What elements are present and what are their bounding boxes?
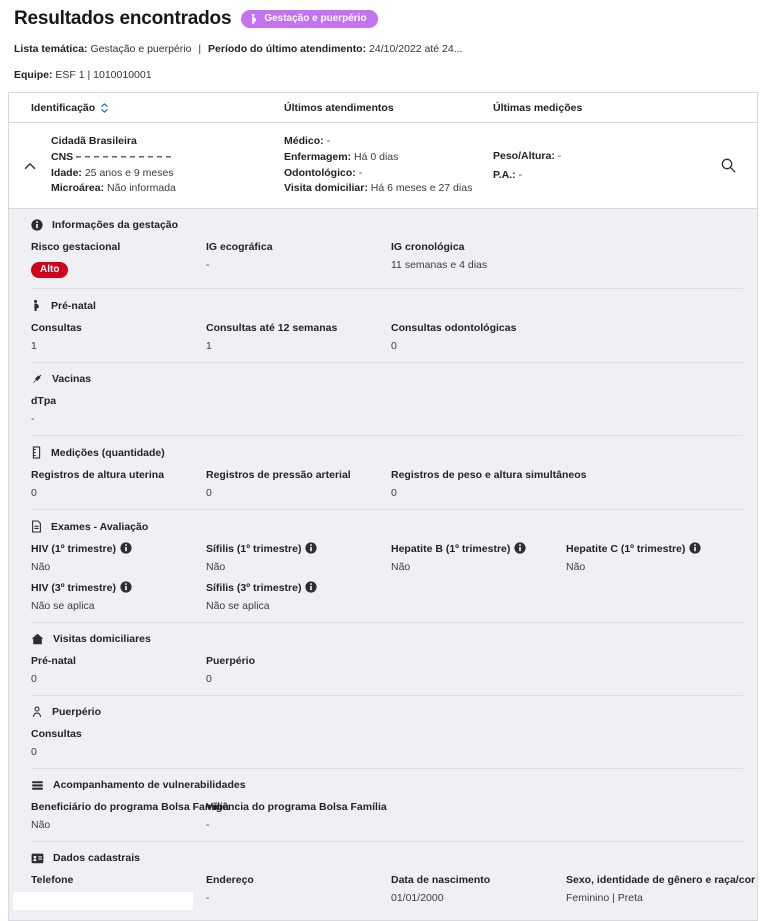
field-label-text: IG cronológica	[391, 241, 465, 253]
field-label	[31, 801, 229, 813]
field-value: -	[206, 819, 210, 831]
filter-value: Gestação e puerpério	[90, 43, 192, 55]
team-value: ESF 1 | 1010010001	[55, 69, 152, 81]
team-label: Equipe:	[14, 69, 53, 81]
field	[31, 322, 206, 352]
field-label-text: Registros de pressão arterial	[206, 469, 351, 481]
field-label	[31, 543, 206, 555]
field-label	[31, 874, 206, 886]
field	[31, 469, 206, 499]
field-label	[206, 874, 391, 886]
field-label-text: HIV (1º trimestre)	[31, 543, 116, 555]
line-value: -	[326, 135, 331, 147]
section-header	[31, 633, 745, 645]
field-label-text: Consultas	[31, 728, 82, 740]
section-title-label: Acompanhamento de vulnerabilidades	[53, 779, 246, 791]
microarea-label: Microárea:	[51, 182, 105, 195]
label-value-line	[284, 166, 493, 182]
section-header	[31, 446, 745, 459]
document-icon	[31, 520, 42, 533]
section-title-label: Exames - Avaliação	[51, 520, 149, 533]
section-header	[31, 706, 745, 718]
field	[206, 322, 391, 352]
fields-row	[31, 655, 745, 685]
section-title-label: Visitas domiciliares	[53, 633, 151, 645]
field-label	[391, 469, 587, 481]
field-value: Não	[31, 819, 51, 831]
field-value: 0	[391, 340, 397, 352]
section-vulnerabilidades	[9, 769, 757, 841]
chevron-up-icon	[24, 162, 36, 170]
section-header	[31, 852, 745, 864]
microarea-value: Não informada	[107, 182, 176, 195]
fields-row	[31, 543, 745, 573]
search-icon	[720, 157, 737, 174]
field-label	[206, 241, 391, 253]
field-value: Não	[206, 561, 226, 573]
field-label	[391, 322, 566, 334]
field-label-text: Pré-natal	[31, 655, 76, 667]
section-title-label: Pré-natal	[51, 299, 96, 312]
field	[31, 395, 206, 425]
field-label-text: Telefone	[31, 874, 74, 886]
section-medicoes-quantidade	[9, 436, 757, 509]
field	[206, 655, 391, 685]
section-title-label: Dados cadastrais	[53, 852, 140, 864]
field	[206, 241, 391, 278]
info-icon[interactable]	[120, 581, 132, 593]
expanded-details	[9, 209, 757, 920]
collapse-row-button[interactable]	[9, 134, 51, 197]
line-label: Médico:	[284, 135, 327, 147]
line-value: Há 0 dias	[354, 150, 399, 163]
ruler-icon	[31, 446, 42, 459]
field-label	[206, 543, 391, 555]
field-value: 0	[31, 746, 37, 758]
thematic-list-badge-label: Gestação e puerpério	[264, 13, 367, 25]
field-label	[391, 874, 566, 886]
fields-row	[31, 874, 756, 910]
info-icon[interactable]	[305, 581, 317, 593]
field	[391, 543, 566, 573]
field-label-text: dTpa	[31, 395, 57, 407]
field	[31, 874, 206, 910]
fields-row	[31, 801, 745, 831]
field-label-text: Beneficiário do programa Bolsa Família	[31, 801, 229, 813]
field	[566, 874, 755, 910]
section-exames-avaliacao	[9, 510, 757, 622]
field-label-text: Consultas odontológicas	[391, 322, 517, 334]
info-icon[interactable]	[120, 542, 132, 554]
field	[31, 655, 206, 685]
field	[391, 469, 587, 499]
line-value: -	[518, 169, 522, 181]
idade-label: Idade:	[51, 166, 82, 179]
filter-label: Lista temática:	[14, 43, 88, 55]
cns-redacted-value	[76, 153, 172, 161]
results-card	[8, 92, 758, 921]
field-label	[566, 874, 755, 886]
label-value-line	[284, 181, 493, 197]
section-header	[31, 219, 745, 231]
column-ultimas-medicoes	[493, 102, 745, 114]
field-label	[31, 241, 206, 253]
field-value: 0	[31, 673, 37, 685]
field-label-text: Puerpério	[206, 655, 256, 667]
redacted-value	[13, 892, 193, 910]
pregnant-icon	[31, 299, 42, 312]
syringe-icon	[31, 373, 43, 385]
field-value: Não se aplica	[206, 600, 270, 612]
field	[31, 241, 206, 278]
line-label: Peso/Altura:	[493, 150, 558, 162]
field-label-text: Hepatite C (1º trimestre)	[566, 543, 686, 555]
field-label-text: Consultas	[31, 322, 82, 334]
coins-icon	[31, 780, 44, 791]
field	[31, 543, 206, 573]
label-value-line	[493, 169, 693, 181]
team-summary	[14, 69, 752, 81]
view-citizen-button[interactable]	[693, 134, 745, 197]
column-label: Identificação	[31, 102, 96, 114]
field-label-text: Registros de altura uterina	[31, 469, 165, 481]
field-label-text: Registros de peso e altura simultâneos	[391, 469, 587, 481]
section-dados-cadastrais	[9, 842, 757, 920]
line-label: Odontológico:	[284, 166, 359, 179]
field-value: Feminino | Preta	[566, 892, 643, 904]
section-visitas-domiciliares	[9, 623, 757, 695]
field-label	[566, 543, 745, 555]
section-header	[31, 520, 745, 533]
line-value: -	[358, 166, 363, 179]
field	[31, 728, 206, 758]
column-ultimos-atendimentos	[284, 102, 493, 114]
field-value: -	[206, 892, 210, 904]
info-icon[interactable]	[514, 542, 526, 554]
field-value: Não	[31, 561, 51, 573]
medicoes-cell	[493, 134, 693, 197]
field	[206, 469, 391, 499]
field-label	[206, 655, 391, 667]
fields-row	[31, 395, 745, 425]
column-label: Últimos atendimentos	[284, 102, 394, 114]
field-value: 0	[206, 673, 212, 685]
field	[31, 582, 206, 612]
field-label-text: Vigência do programa Bolsa Família	[206, 801, 387, 813]
field-label	[206, 322, 391, 334]
table-row	[9, 123, 757, 209]
field-value: 1	[31, 340, 37, 352]
field	[206, 582, 391, 612]
label-value-line	[284, 134, 493, 150]
citizen-name: Cidadã Brasileira	[51, 135, 137, 147]
house-icon	[31, 633, 44, 645]
field-value: 1	[206, 340, 212, 352]
field	[206, 874, 391, 910]
pregnant-icon	[249, 13, 259, 25]
column-label: Últimas medições	[493, 102, 583, 114]
section-puerperio	[9, 696, 757, 768]
field-label	[31, 582, 206, 594]
field-value: -	[31, 413, 35, 425]
filter-value: 24/10/2022 até 24...	[369, 43, 463, 55]
section-title-label: Puerpério	[52, 706, 102, 718]
atendimentos-cell	[284, 134, 493, 197]
field	[391, 322, 566, 352]
field-value: Não se aplica	[31, 600, 95, 612]
section-informacoes-gestacao	[9, 209, 757, 288]
field-value: 0	[391, 487, 397, 499]
field-label-text: Risco gestacional	[31, 241, 121, 253]
line-label: Visita domiciliar:	[284, 182, 371, 195]
field	[206, 801, 391, 831]
section-title-label: Medições (quantidade)	[51, 446, 165, 459]
field-label-text: Data de nascimento	[391, 874, 491, 886]
section-header	[31, 373, 745, 385]
section-pre-natal	[9, 289, 757, 362]
cns-label: CNS	[51, 150, 74, 163]
line-value: -	[557, 150, 562, 162]
thematic-list-badge	[241, 10, 377, 28]
field-label-text: Sexo, identidade de gênero e raça/cor	[566, 874, 756, 886]
field-label-text: Sífilis (3º trimestre)	[206, 582, 302, 594]
info-icon[interactable]	[689, 542, 701, 554]
field-label-text: Endereço	[206, 874, 254, 886]
fields-row	[31, 241, 745, 278]
field-label	[31, 322, 206, 334]
section-vacinas	[9, 363, 757, 435]
idade-value: 25 anos e 9 meses	[84, 166, 174, 179]
person-icon	[31, 706, 43, 718]
field-label-text: HIV (3º trimestre)	[31, 582, 116, 594]
field	[566, 543, 745, 573]
field	[206, 543, 391, 573]
filter-summary	[14, 43, 752, 55]
section-title-label: Vacinas	[52, 373, 92, 385]
field-label	[206, 801, 391, 813]
fields-row	[31, 728, 745, 758]
field-label	[31, 655, 206, 667]
field-value: 11 semanas e 4 dias	[391, 259, 488, 271]
section-header	[31, 299, 745, 312]
identification-cell	[51, 134, 284, 197]
label-value-line	[284, 150, 493, 166]
fields-row	[31, 322, 745, 352]
field-value: Não	[566, 561, 586, 573]
line-label: Enfermagem:	[284, 150, 355, 163]
page-header	[0, 0, 766, 81]
section-header	[31, 779, 745, 791]
field-label	[206, 582, 391, 594]
field-value: 0	[31, 487, 37, 499]
field-label	[391, 543, 566, 555]
info-icon	[31, 219, 43, 231]
field-label	[31, 469, 206, 481]
field-label	[31, 728, 206, 740]
field-label-text: Consultas até 12 semanas	[206, 322, 338, 334]
field-label	[31, 395, 206, 407]
field-value: 01/01/2000	[391, 892, 444, 904]
sort-icon[interactable]	[100, 102, 109, 114]
field-value: Não	[391, 561, 411, 573]
idcard-icon	[31, 853, 44, 864]
line-label: P.A.:	[493, 169, 519, 181]
field	[391, 874, 566, 910]
fields-row	[31, 582, 745, 612]
field-label-text: IG ecográfica	[206, 241, 273, 253]
field-label	[391, 241, 566, 253]
field	[31, 801, 229, 831]
field-label-text: Hepatite B (1º trimestre)	[391, 543, 511, 555]
field-label	[206, 469, 391, 481]
filter-separator: |	[198, 43, 202, 55]
field-value: -	[206, 259, 210, 271]
field	[391, 241, 566, 278]
risk-badge: Alto	[31, 262, 68, 279]
field-label-text: Sífilis (1º trimestre)	[206, 543, 302, 555]
filter-label: Período do último atendimento:	[208, 43, 367, 55]
page-title: Resultados encontrados	[14, 8, 232, 29]
fields-row	[31, 469, 745, 499]
column-identificacao[interactable]	[31, 102, 284, 114]
section-title-label: Informações da gestação	[52, 219, 179, 231]
table-header	[9, 93, 757, 123]
info-icon[interactable]	[305, 542, 317, 554]
label-value-line	[493, 150, 693, 162]
field-value: 0	[206, 487, 212, 499]
line-value: Há 6 meses e 27 dias	[370, 182, 473, 195]
